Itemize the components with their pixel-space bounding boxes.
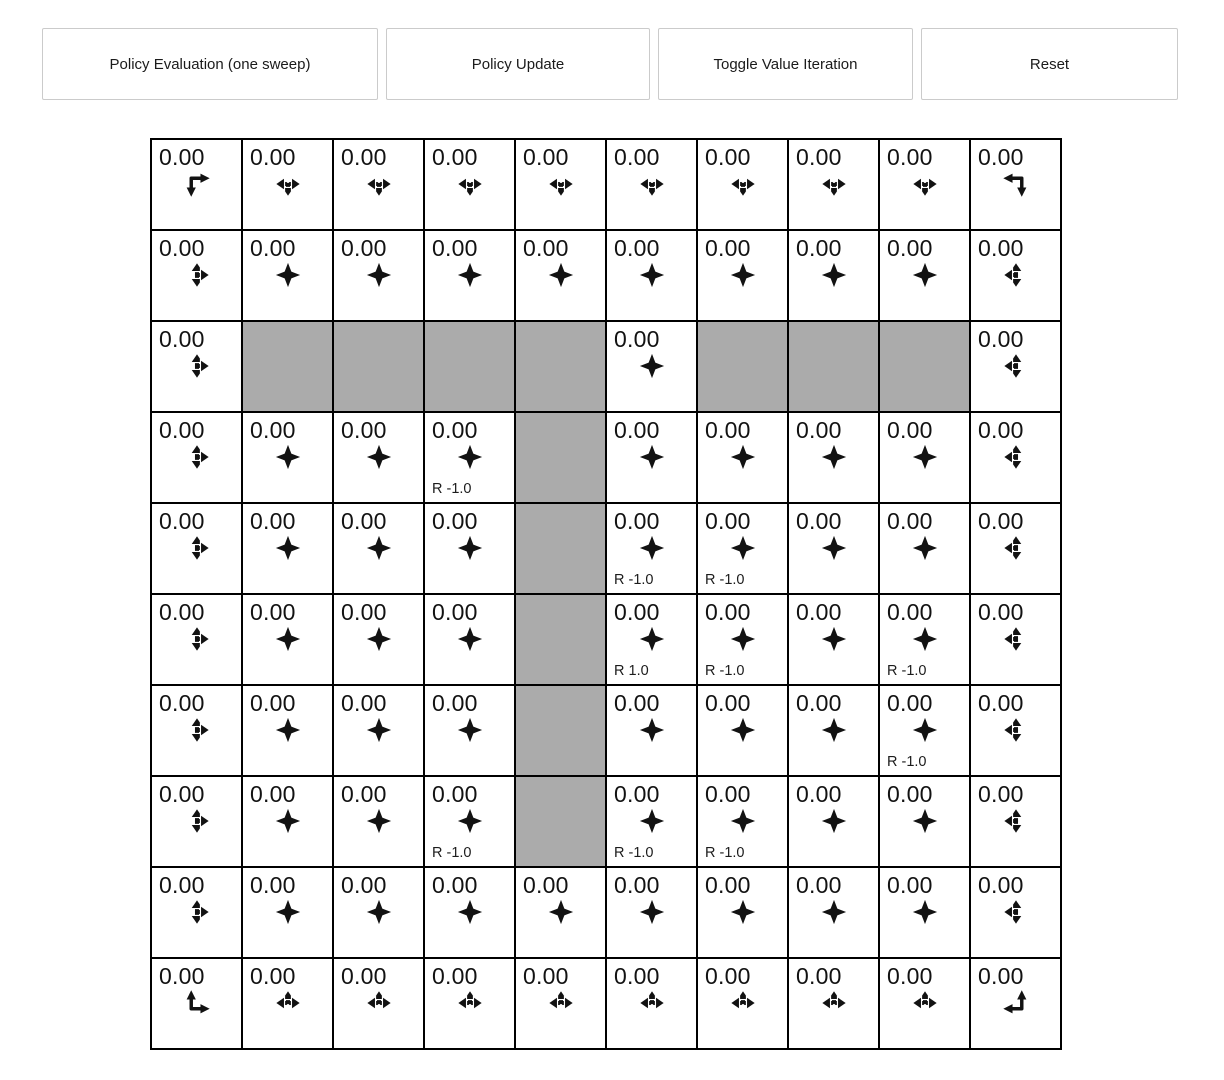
- state-value: 0.00: [978, 599, 1024, 625]
- policy-arrows-icon: [152, 806, 241, 836]
- state-value: 0.00: [614, 326, 660, 352]
- state-cell: [152, 322, 241, 411]
- policy-arrows-icon: [698, 442, 787, 472]
- wall-cell: [789, 322, 878, 411]
- state-value: 0.00: [887, 235, 933, 261]
- state-value: 0.00: [705, 963, 751, 989]
- policy-arrows-icon: [698, 897, 787, 927]
- state-cell: [880, 231, 969, 320]
- wall-cell: [516, 322, 605, 411]
- state-cell: [607, 686, 696, 775]
- state-cell: [243, 504, 332, 593]
- state-value: 0.00: [159, 508, 205, 534]
- state-value: 0.00: [159, 599, 205, 625]
- state-value: 0.00: [705, 872, 751, 898]
- policy-arrows-icon: [971, 988, 1060, 1018]
- state-value: 0.00: [796, 781, 842, 807]
- policy-arrows-icon: [425, 806, 514, 836]
- state-cell: [698, 686, 787, 775]
- reward-label: R 1.0: [614, 663, 649, 679]
- policy-arrows-icon: [243, 988, 332, 1018]
- state-value: 0.00: [432, 235, 478, 261]
- state-value: 0.00: [887, 781, 933, 807]
- state-cell: [607, 868, 696, 957]
- state-value: 0.00: [341, 144, 387, 170]
- state-value: 0.00: [614, 599, 660, 625]
- state-value: 0.00: [614, 144, 660, 170]
- state-cell: [698, 140, 787, 229]
- policy-arrows-icon: [607, 897, 696, 927]
- state-value: 0.00: [978, 781, 1024, 807]
- state-cell: [698, 777, 787, 866]
- policy-arrows-icon: [607, 806, 696, 836]
- state-value: 0.00: [887, 144, 933, 170]
- state-value: 0.00: [159, 326, 205, 352]
- state-cell: [334, 595, 423, 684]
- policy-arrows-icon: [607, 624, 696, 654]
- state-cell: [698, 868, 787, 957]
- state-value: 0.00: [614, 963, 660, 989]
- policy-arrows-icon: [698, 169, 787, 199]
- policy-arrows-icon: [607, 533, 696, 563]
- state-cell: [425, 140, 514, 229]
- policy-arrows-icon: [880, 169, 969, 199]
- state-value: 0.00: [523, 963, 569, 989]
- policy-arrows-icon: [607, 351, 696, 381]
- policy-arrows-icon: [152, 442, 241, 472]
- state-cell: [152, 777, 241, 866]
- state-value: 0.00: [250, 872, 296, 898]
- policy-arrows-icon: [880, 442, 969, 472]
- state-cell: [516, 959, 605, 1048]
- state-cell: [607, 413, 696, 502]
- state-cell: [880, 413, 969, 502]
- policy-arrows-icon: [152, 715, 241, 745]
- policy-arrows-icon: [334, 897, 423, 927]
- policy-arrows-icon: [607, 988, 696, 1018]
- state-cell: [334, 686, 423, 775]
- policy-arrows-icon: [789, 988, 878, 1018]
- state-value: 0.00: [705, 417, 751, 443]
- policy-arrows-icon: [880, 897, 969, 927]
- state-cell: [971, 686, 1060, 775]
- state-value: 0.00: [432, 781, 478, 807]
- state-cell: [789, 595, 878, 684]
- policy-arrows-icon: [516, 260, 605, 290]
- state-value: 0.00: [159, 690, 205, 716]
- policy-arrows-icon: [880, 260, 969, 290]
- state-value: 0.00: [978, 417, 1024, 443]
- reward-label: R -1.0: [705, 663, 745, 679]
- wall-cell: [516, 595, 605, 684]
- toggle-value-iteration-button[interactable]: Toggle Value Iteration: [658, 28, 913, 100]
- policy-arrows-icon: [152, 169, 241, 199]
- state-cell: [971, 595, 1060, 684]
- state-cell: [334, 777, 423, 866]
- state-cell: [698, 504, 787, 593]
- state-value: 0.00: [796, 417, 842, 443]
- state-value: 0.00: [705, 508, 751, 534]
- policy-arrows-icon: [971, 351, 1060, 381]
- state-value: 0.00: [432, 963, 478, 989]
- policy-arrows-icon: [425, 169, 514, 199]
- state-cell: [698, 959, 787, 1048]
- state-cell: [971, 140, 1060, 229]
- state-cell: [334, 140, 423, 229]
- state-cell: [425, 686, 514, 775]
- policy-arrows-icon: [789, 806, 878, 836]
- state-value: 0.00: [614, 690, 660, 716]
- state-cell: [243, 959, 332, 1048]
- policy-arrows-icon: [880, 715, 969, 745]
- state-value: 0.00: [614, 417, 660, 443]
- state-value: 0.00: [705, 235, 751, 261]
- state-cell: [607, 595, 696, 684]
- policy-arrows-icon: [425, 260, 514, 290]
- state-cell: [334, 231, 423, 320]
- state-value: 0.00: [887, 690, 933, 716]
- state-cell: [971, 868, 1060, 957]
- wall-cell: [243, 322, 332, 411]
- state-cell: [789, 959, 878, 1048]
- state-cell: [789, 504, 878, 593]
- policy-arrows-icon: [334, 260, 423, 290]
- state-value: 0.00: [432, 417, 478, 443]
- state-cell: [698, 413, 787, 502]
- policy-arrows-icon: [425, 624, 514, 654]
- policy-arrows-icon: [607, 442, 696, 472]
- wall-cell: [880, 322, 969, 411]
- policy-arrows-icon: [243, 169, 332, 199]
- policy-arrows-icon: [789, 169, 878, 199]
- policy-arrows-icon: [243, 260, 332, 290]
- policy-arrows-icon: [971, 715, 1060, 745]
- state-cell: [425, 595, 514, 684]
- policy-arrows-icon: [789, 715, 878, 745]
- state-cell: [607, 777, 696, 866]
- state-cell: [152, 231, 241, 320]
- state-cell: [334, 413, 423, 502]
- reward-label: R -1.0: [705, 845, 745, 861]
- state-cell: [880, 504, 969, 593]
- wall-cell: [334, 322, 423, 411]
- state-value: 0.00: [614, 872, 660, 898]
- state-value: 0.00: [887, 872, 933, 898]
- state-cell: [971, 959, 1060, 1048]
- policy-arrows-icon: [607, 169, 696, 199]
- policy-arrows-icon: [971, 624, 1060, 654]
- state-value: 0.00: [978, 235, 1024, 261]
- state-cell: [243, 686, 332, 775]
- policy-arrows-icon: [789, 624, 878, 654]
- state-value: 0.00: [432, 508, 478, 534]
- policy-arrows-icon: [698, 806, 787, 836]
- state-cell: [789, 777, 878, 866]
- state-value: 0.00: [250, 144, 296, 170]
- reward-label: R -1.0: [887, 754, 927, 770]
- state-value: 0.00: [432, 144, 478, 170]
- wall-cell: [698, 322, 787, 411]
- policy-arrows-icon: [243, 806, 332, 836]
- state-cell: [152, 504, 241, 593]
- state-cell: [243, 231, 332, 320]
- policy-arrows-icon: [516, 897, 605, 927]
- state-value: 0.00: [159, 235, 205, 261]
- policy-arrows-icon: [243, 624, 332, 654]
- state-cell: [152, 686, 241, 775]
- policy-arrows-icon: [152, 988, 241, 1018]
- state-value: 0.00: [614, 235, 660, 261]
- wall-cell: [516, 413, 605, 502]
- policy-arrows-icon: [425, 988, 514, 1018]
- policy-arrows-icon: [425, 442, 514, 472]
- policy-update-button[interactable]: Policy Update: [386, 28, 650, 100]
- state-cell: [152, 868, 241, 957]
- policy-arrows-icon: [789, 533, 878, 563]
- state-cell: [243, 595, 332, 684]
- state-cell: [334, 504, 423, 593]
- state-value: 0.00: [250, 963, 296, 989]
- state-cell: [425, 959, 514, 1048]
- policy-arrows-icon: [334, 806, 423, 836]
- state-cell: [334, 959, 423, 1048]
- reward-label: R -1.0: [432, 845, 472, 861]
- state-value: 0.00: [341, 781, 387, 807]
- state-cell: [789, 413, 878, 502]
- policy-arrows-icon: [334, 988, 423, 1018]
- state-value: 0.00: [523, 144, 569, 170]
- state-value: 0.00: [341, 872, 387, 898]
- policy-arrows-icon: [516, 169, 605, 199]
- state-cell: [607, 231, 696, 320]
- policy-arrows-icon: [334, 442, 423, 472]
- state-value: 0.00: [341, 235, 387, 261]
- state-value: 0.00: [796, 690, 842, 716]
- policy-arrows-icon: [971, 169, 1060, 199]
- state-cell: [152, 140, 241, 229]
- state-value: 0.00: [796, 235, 842, 261]
- policy-arrows-icon: [243, 897, 332, 927]
- wall-cell: [516, 504, 605, 593]
- state-cell: [880, 686, 969, 775]
- policy-arrows-icon: [971, 533, 1060, 563]
- state-cell: [152, 595, 241, 684]
- state-cell: [425, 868, 514, 957]
- policy-arrows-icon: [152, 351, 241, 381]
- gridworld-board: [150, 138, 1062, 1050]
- state-cell: [971, 777, 1060, 866]
- state-value: 0.00: [250, 690, 296, 716]
- policy-arrows-icon: [152, 533, 241, 563]
- policy-arrows-icon: [971, 806, 1060, 836]
- state-cell: [425, 231, 514, 320]
- state-value: 0.00: [796, 144, 842, 170]
- state-cell: [152, 959, 241, 1048]
- policy-arrows-icon: [698, 988, 787, 1018]
- reward-label: R -1.0: [614, 572, 654, 588]
- wall-cell: [516, 686, 605, 775]
- state-cell: [880, 140, 969, 229]
- policy-evaluation-button[interactable]: Policy Evaluation (one sweep): [42, 28, 378, 100]
- state-value: 0.00: [796, 599, 842, 625]
- policy-arrows-icon: [971, 442, 1060, 472]
- state-cell: [243, 140, 332, 229]
- state-cell: [607, 504, 696, 593]
- policy-arrows-icon: [152, 897, 241, 927]
- state-value: 0.00: [705, 599, 751, 625]
- state-value: 0.00: [250, 417, 296, 443]
- state-value: 0.00: [978, 326, 1024, 352]
- policy-arrows-icon: [334, 715, 423, 745]
- state-value: 0.00: [887, 963, 933, 989]
- state-cell: [607, 322, 696, 411]
- policy-arrows-icon: [698, 624, 787, 654]
- policy-arrows-icon: [880, 624, 969, 654]
- policy-arrows-icon: [607, 260, 696, 290]
- state-value: 0.00: [432, 690, 478, 716]
- policy-arrows-icon: [880, 806, 969, 836]
- policy-arrows-icon: [789, 897, 878, 927]
- reward-label: R -1.0: [614, 845, 654, 861]
- state-value: 0.00: [341, 690, 387, 716]
- policy-arrows-icon: [698, 260, 787, 290]
- state-cell: [880, 777, 969, 866]
- state-cell: [516, 140, 605, 229]
- policy-arrows-icon: [334, 169, 423, 199]
- reward-label: R -1.0: [887, 663, 927, 679]
- state-cell: [516, 231, 605, 320]
- policy-arrows-icon: [698, 533, 787, 563]
- state-cell: [516, 868, 605, 957]
- state-cell: [971, 413, 1060, 502]
- policy-arrows-icon: [243, 715, 332, 745]
- state-value: 0.00: [978, 144, 1024, 170]
- state-value: 0.00: [432, 599, 478, 625]
- policy-arrows-icon: [425, 533, 514, 563]
- state-value: 0.00: [978, 963, 1024, 989]
- state-value: 0.00: [796, 963, 842, 989]
- state-value: 0.00: [432, 872, 478, 898]
- state-cell: [243, 868, 332, 957]
- state-cell: [789, 686, 878, 775]
- policy-arrows-icon: [152, 624, 241, 654]
- state-value: 0.00: [978, 872, 1024, 898]
- state-cell: [971, 322, 1060, 411]
- policy-arrows-icon: [698, 715, 787, 745]
- state-cell: [789, 868, 878, 957]
- state-value: 0.00: [614, 508, 660, 534]
- toolbar: [42, 28, 1224, 100]
- state-value: 0.00: [341, 508, 387, 534]
- policy-arrows-icon: [971, 260, 1060, 290]
- state-value: 0.00: [159, 872, 205, 898]
- policy-arrows-icon: [789, 442, 878, 472]
- wall-cell: [425, 322, 514, 411]
- state-value: 0.00: [705, 690, 751, 716]
- policy-arrows-icon: [152, 260, 241, 290]
- state-cell: [880, 868, 969, 957]
- state-value: 0.00: [341, 417, 387, 443]
- state-value: 0.00: [159, 144, 205, 170]
- state-value: 0.00: [341, 599, 387, 625]
- policy-arrows-icon: [789, 260, 878, 290]
- policy-arrows-icon: [516, 988, 605, 1018]
- state-cell: [789, 140, 878, 229]
- state-cell: [425, 777, 514, 866]
- state-cell: [698, 231, 787, 320]
- state-cell: [334, 868, 423, 957]
- state-value: 0.00: [614, 781, 660, 807]
- state-value: 0.00: [796, 508, 842, 534]
- wall-cell: [516, 777, 605, 866]
- state-value: 0.00: [523, 235, 569, 261]
- state-value: 0.00: [887, 417, 933, 443]
- state-cell: [607, 140, 696, 229]
- state-cell: [243, 777, 332, 866]
- policy-arrows-icon: [607, 715, 696, 745]
- state-value: 0.00: [159, 417, 205, 443]
- state-value: 0.00: [250, 235, 296, 261]
- state-value: 0.00: [887, 508, 933, 534]
- state-value: 0.00: [523, 872, 569, 898]
- state-value: 0.00: [250, 599, 296, 625]
- state-value: 0.00: [887, 599, 933, 625]
- policy-arrows-icon: [880, 988, 969, 1018]
- reset-button[interactable]: Reset: [921, 28, 1178, 100]
- state-cell: [880, 595, 969, 684]
- policy-arrows-icon: [971, 897, 1060, 927]
- state-cell: [425, 413, 514, 502]
- state-value: 0.00: [978, 690, 1024, 716]
- policy-arrows-icon: [243, 442, 332, 472]
- state-cell: [698, 595, 787, 684]
- state-cell: [971, 231, 1060, 320]
- state-cell: [789, 231, 878, 320]
- state-cell: [152, 413, 241, 502]
- state-value: 0.00: [159, 963, 205, 989]
- state-cell: [880, 959, 969, 1048]
- state-value: 0.00: [341, 963, 387, 989]
- policy-arrows-icon: [334, 533, 423, 563]
- state-cell: [425, 504, 514, 593]
- reward-label: R -1.0: [705, 572, 745, 588]
- state-value: 0.00: [250, 508, 296, 534]
- policy-arrows-icon: [334, 624, 423, 654]
- state-cell: [971, 504, 1060, 593]
- state-value: 0.00: [796, 872, 842, 898]
- state-value: 0.00: [705, 781, 751, 807]
- state-value: 0.00: [250, 781, 296, 807]
- reward-label: R -1.0: [432, 481, 472, 497]
- policy-arrows-icon: [425, 897, 514, 927]
- state-value: 0.00: [159, 781, 205, 807]
- policy-arrows-icon: [425, 715, 514, 745]
- state-value: 0.00: [705, 144, 751, 170]
- policy-arrows-icon: [880, 533, 969, 563]
- state-value: 0.00: [978, 508, 1024, 534]
- policy-arrows-icon: [243, 533, 332, 563]
- state-cell: [607, 959, 696, 1048]
- state-cell: [243, 413, 332, 502]
